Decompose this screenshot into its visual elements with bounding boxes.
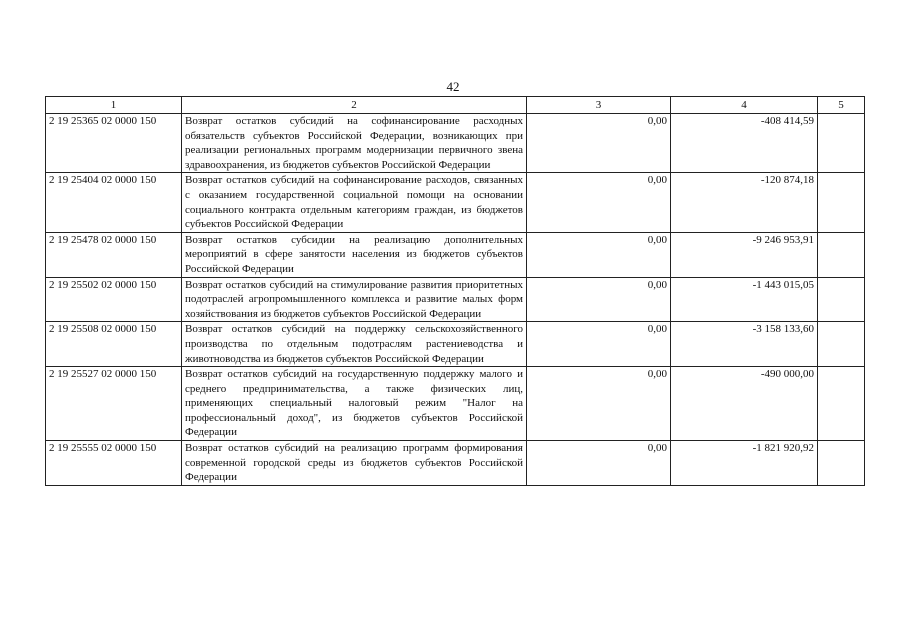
budget-code: 2 19 25508 02 0000 150 [46,322,182,367]
amount-col4: -408 414,59 [671,114,818,173]
amount-col4: -1 443 015,05 [671,277,818,322]
amount-col5 [818,277,865,322]
table-row [46,322,865,367]
row-description: Возврат остатков субсидий на реализацию программ формирования современной городской среды из бюджетов субъектов Российской Федерации [182,441,527,486]
budget-table [45,96,865,486]
column-header-2: 2 [182,97,527,114]
column-header-3: 3 [527,97,671,114]
page-number: 42 [446,79,460,94]
amount-col5 [818,367,865,441]
amount-col3: 0,00 [527,277,671,322]
table-row [46,277,865,322]
amount-col4: -1 821 920,92 [671,441,818,486]
amount-col3: 0,00 [527,367,671,441]
table-header-row [46,97,865,114]
budget-code: 2 19 25555 02 0000 150 [46,441,182,486]
table-row [46,232,865,277]
budget-code: 2 19 25502 02 0000 150 [46,277,182,322]
table-row [46,367,865,441]
row-description: Возврат остатков субсидий на поддержку сельскохозяйственного производства по отдельным подотраслям растениеводства и животноводства из бюджетов субъектов Российской Федерации [182,322,527,367]
row-description: Возврат остатков субсидий на стимулирование развития приоритетных подотраслей агропромышленного комплекса и развитие малых форм хозяйствования из бюджетов субъектов Российской Федерации [182,277,527,322]
column-header-4: 4 [671,97,818,114]
table-row [46,441,865,486]
amount-col3: 0,00 [527,114,671,173]
amount-col4: -9 246 953,91 [671,232,818,277]
column-header-1: 1 [46,97,182,114]
amount-col5 [818,114,865,173]
amount-col4: -490 000,00 [671,367,818,441]
amount-col3: 0,00 [527,322,671,367]
amount-col5 [818,232,865,277]
amount-col4: -120 874,18 [671,173,818,232]
table-row [46,173,865,232]
column-header-5: 5 [818,97,865,114]
amount-col5 [818,441,865,486]
row-description: Возврат остатков субсидий на государственную поддержку малого и среднего предпринимательства, а также физических лиц, применяющих специальный налоговый режим "Налог на профессиональный доход", из бюджетов субъектов Российской Федерации [182,367,527,441]
table-row [46,114,865,173]
amount-col5 [818,173,865,232]
budget-code: 2 19 25527 02 0000 150 [46,367,182,441]
amount-col5 [818,322,865,367]
row-description: Возврат остатков субсидии на реализацию дополнительных мероприятий в сфере занятости населения из бюджетов субъектов Российской Федерации [182,232,527,277]
amount-col3: 0,00 [527,232,671,277]
budget-code: 2 19 25404 02 0000 150 [46,173,182,232]
row-description: Возврат остатков субсидий на софинансирование расходных обязательств субъектов Российской Федерации, возникающих при реализации региональных программ модернизации первичного звена здравоохранения, из бюджетов субъектов Российской Федерации [182,114,527,173]
amount-col3: 0,00 [527,441,671,486]
budget-code: 2 19 25478 02 0000 150 [46,232,182,277]
row-description: Возврат остатков субсидий на софинансирование расходов, связанных с оказанием государственной социальной помощи на основании социального контракта отдельным категориям граждан, из бюджетов субъектов Российской Федерации [182,173,527,232]
amount-col3: 0,00 [527,173,671,232]
budget-code: 2 19 25365 02 0000 150 [46,114,182,173]
amount-col4: -3 158 133,60 [671,322,818,367]
